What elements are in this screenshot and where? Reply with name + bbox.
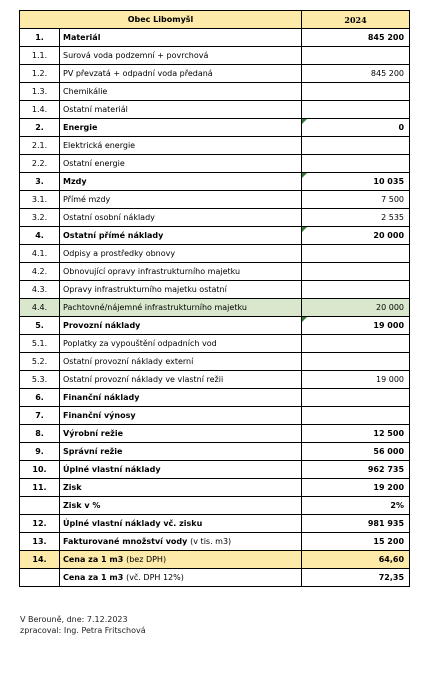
row-label-text: Správní režie [63, 446, 123, 456]
row-label-suffix: (v tis. m3) [190, 536, 232, 546]
row-label [60, 209, 302, 227]
table-row [20, 65, 410, 83]
row-number: 2. [20, 119, 60, 137]
row-value [302, 155, 410, 173]
row-number: 2.2. [20, 155, 60, 173]
row-number: 5.3. [20, 371, 60, 389]
row-number: 13. [20, 533, 60, 551]
row-value: 64,60 [302, 551, 410, 569]
row-number: 11. [20, 479, 60, 497]
row-label [60, 263, 302, 281]
row-number: 4.3. [20, 281, 60, 299]
row-label-text: Odpisy a prostředky obnovy [63, 248, 176, 258]
row-value: 12 500 [302, 425, 410, 443]
row-label-text: Energie [63, 122, 98, 132]
table-row [20, 299, 410, 317]
row-number [20, 497, 60, 515]
row-label [60, 425, 302, 443]
row-label [60, 407, 302, 425]
row-value: 2 535 [302, 209, 410, 227]
row-label-text: PV převzatá + odpadní voda předaná [63, 68, 213, 78]
row-number: 1.4. [20, 101, 60, 119]
row-value: 19 000 [302, 371, 410, 389]
row-label [60, 119, 302, 137]
row-label [60, 317, 302, 335]
row-value [302, 101, 410, 119]
row-label [60, 479, 302, 497]
row-value: 10 035 [302, 173, 410, 191]
table-row [20, 497, 410, 515]
row-value: 20 000 [302, 227, 410, 245]
row-label-text: Materiál [63, 32, 101, 42]
row-number: 14. [20, 551, 60, 569]
row-value: 20 000 [302, 299, 410, 317]
row-label [60, 47, 302, 65]
row-label [60, 569, 302, 587]
row-value: 2% [302, 497, 410, 515]
table-row [20, 209, 410, 227]
table-row [20, 245, 410, 263]
row-label [60, 389, 302, 407]
row-label [60, 245, 302, 263]
row-label [60, 227, 302, 245]
row-label [60, 29, 302, 47]
table-row [20, 29, 410, 47]
table-header-row [20, 11, 410, 29]
row-value [302, 389, 410, 407]
footer-note [20, 614, 146, 636]
table-row [20, 101, 410, 119]
row-number: 10. [20, 461, 60, 479]
row-number: 9. [20, 443, 60, 461]
table-row [20, 515, 410, 533]
row-value [302, 263, 410, 281]
row-label-text: Provozní náklady [63, 320, 141, 330]
row-value: 19 000 [302, 317, 410, 335]
row-label [60, 101, 302, 119]
row-number: 5.2. [20, 353, 60, 371]
row-label-text: Výrobní režie [63, 428, 123, 438]
table-row [20, 407, 410, 425]
row-value [302, 137, 410, 155]
row-value: 15 200 [302, 533, 410, 551]
row-number: 6. [20, 389, 60, 407]
row-value: 56 000 [302, 443, 410, 461]
row-label-text: Ostatní provozní náklady ve vlastní režii [63, 374, 224, 384]
row-number: 2.1. [20, 137, 60, 155]
row-label-text: Elektrická energie [63, 140, 136, 150]
row-label-text: Zisk v % [63, 500, 101, 510]
row-label-text: Ostatní osobní náklady [63, 212, 155, 222]
cost-calculation-table [19, 10, 410, 587]
row-number: 1.3. [20, 83, 60, 101]
row-value: 981 935 [302, 515, 410, 533]
row-number: 4.4. [20, 299, 60, 317]
row-value: 19 200 [302, 479, 410, 497]
row-number: 4. [20, 227, 60, 245]
table-row [20, 227, 410, 245]
row-label-text: Přímé mzdy [63, 194, 111, 204]
table-row [20, 191, 410, 209]
row-label-text: Cena za 1 m3 [63, 572, 124, 582]
table-row [20, 173, 410, 191]
row-label [60, 443, 302, 461]
row-label-text: Ostatní materiál [63, 104, 128, 114]
row-number: 8. [20, 425, 60, 443]
row-value [302, 245, 410, 263]
row-label [60, 371, 302, 389]
row-label [60, 281, 302, 299]
row-label-suffix: (bez DPH) [126, 554, 167, 564]
row-value: 845 200 [302, 29, 410, 47]
row-value [302, 353, 410, 371]
row-label-text: Ostatní energie [63, 158, 125, 168]
table-row [20, 353, 410, 371]
row-label-text: Poplatky za vypouštění odpadních vod [63, 338, 217, 348]
row-label [60, 191, 302, 209]
row-number: 1. [20, 29, 60, 47]
row-number: 12. [20, 515, 60, 533]
row-label-text: Zisk [63, 482, 82, 492]
row-number: 1.1. [20, 47, 60, 65]
row-label [60, 497, 302, 515]
row-number: 3. [20, 173, 60, 191]
row-label-text: Obnovující opravy infrastrukturního majetku [63, 266, 241, 276]
row-value [302, 281, 410, 299]
row-label [60, 551, 302, 569]
row-value [302, 47, 410, 65]
row-value: 0 [302, 119, 410, 137]
row-label-text: Chemikálie [63, 86, 108, 96]
table-row [20, 551, 410, 569]
row-label-text: Ostatní provozní náklady externí [63, 356, 194, 366]
row-value [302, 407, 410, 425]
table-row [20, 443, 410, 461]
row-label [60, 83, 302, 101]
row-label-text: Surová voda podzemní + povrchová [63, 50, 209, 60]
row-value: 72,35 [302, 569, 410, 587]
table-row [20, 263, 410, 281]
row-label [60, 353, 302, 371]
row-label-text: Úplné vlastní náklady [63, 464, 161, 474]
table-row [20, 389, 410, 407]
table-row [20, 137, 410, 155]
row-number: 1.2. [20, 65, 60, 83]
row-label-text: Fakturované množství vody [63, 536, 188, 546]
table-row [20, 119, 410, 137]
row-value: 962 735 [302, 461, 410, 479]
row-label [60, 155, 302, 173]
row-number: 5.1. [20, 335, 60, 353]
row-label-text: Cena za 1 m3 [63, 554, 124, 564]
table-row [20, 371, 410, 389]
table-row [20, 317, 410, 335]
row-value [302, 83, 410, 101]
row-label [60, 137, 302, 155]
table-row [20, 569, 410, 587]
row-label-suffix: (vč. DPH 12%) [126, 572, 184, 582]
row-label-text: Finanční výnosy [63, 410, 136, 420]
row-label [60, 299, 302, 317]
footer-author: zpracoval: Ing. Petra Fritschová [20, 626, 146, 635]
row-value [302, 335, 410, 353]
row-label-text: Opravy infrastrukturního majetku ostatní [63, 284, 227, 294]
row-label [60, 515, 302, 533]
row-label [60, 461, 302, 479]
row-label [60, 65, 302, 83]
row-number [20, 569, 60, 587]
row-number: 3.2. [20, 209, 60, 227]
table-row [20, 533, 410, 551]
row-label-text: Úplné vlastní náklady vč. zisku [63, 518, 203, 528]
row-value: 845 200 [302, 65, 410, 83]
table-row [20, 47, 410, 65]
row-label-text: Mzdy [63, 176, 87, 186]
row-number: 7. [20, 407, 60, 425]
row-label [60, 533, 302, 551]
table-row [20, 425, 410, 443]
row-number: 3.1. [20, 191, 60, 209]
table-row [20, 281, 410, 299]
row-label [60, 335, 302, 353]
row-label-text: Finanční náklady [63, 392, 140, 402]
row-value: 7 500 [302, 191, 410, 209]
footer-place-date: V Berouně, dne: 7.12.2023 [20, 615, 128, 624]
municipality-title: Obec Libomyšl [20, 11, 302, 29]
year-header: 2024 [302, 11, 410, 29]
row-label-text: Pachtovné/nájemné infrastrukturního majetku [63, 302, 247, 312]
table-row [20, 83, 410, 101]
row-number: 5. [20, 317, 60, 335]
table-row [20, 155, 410, 173]
row-number: 4.2. [20, 263, 60, 281]
table-row [20, 479, 410, 497]
table-row [20, 461, 410, 479]
row-number: 4.1. [20, 245, 60, 263]
table-row [20, 335, 410, 353]
row-label [60, 173, 302, 191]
row-label-text: Ostatní přímé náklady [63, 230, 164, 240]
